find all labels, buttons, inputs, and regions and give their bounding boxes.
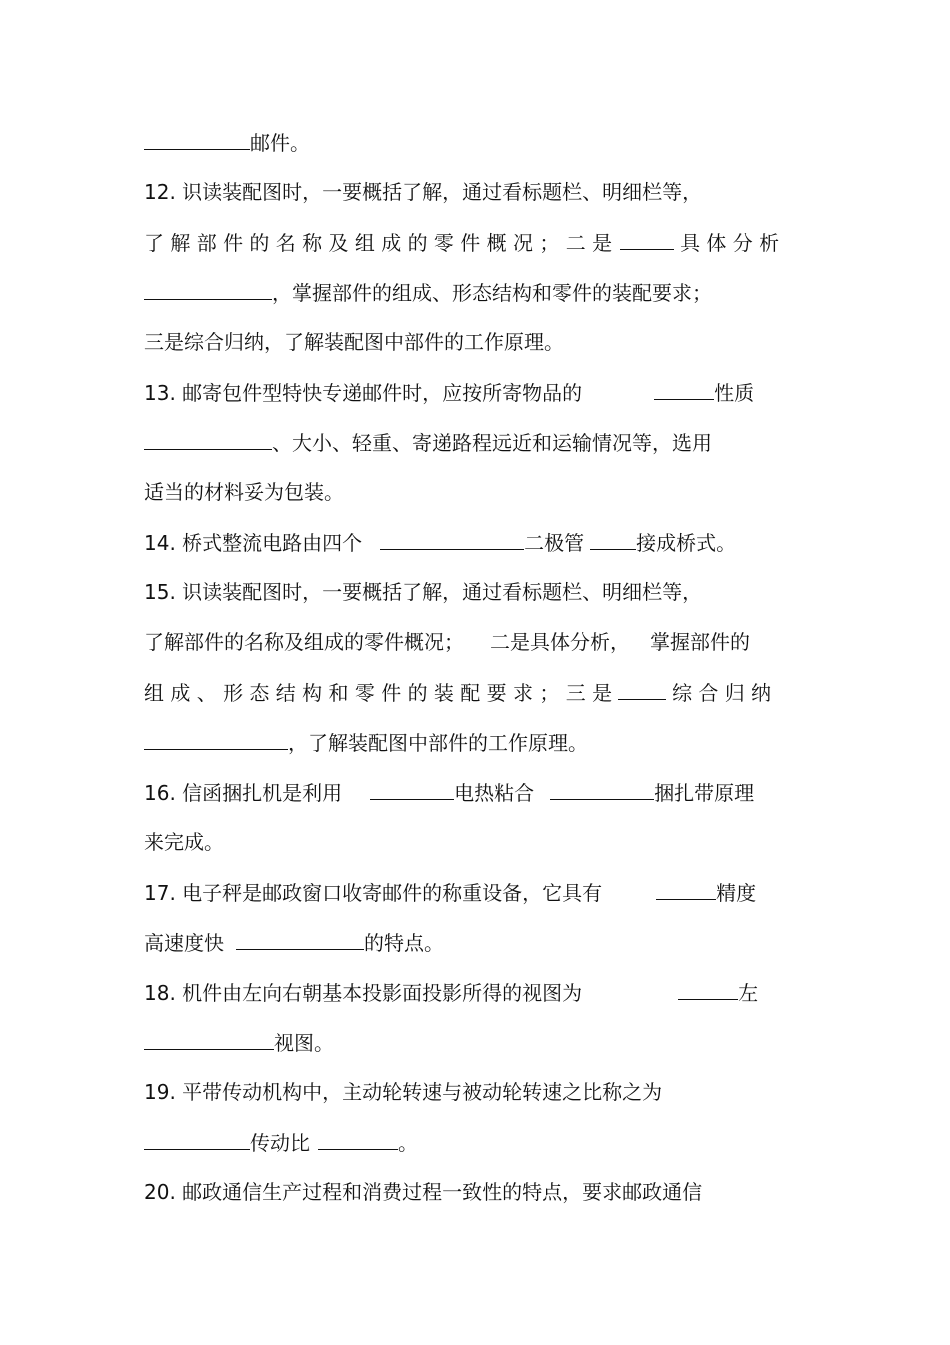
line-text: 适当的材料妥为包装。 [144, 480, 344, 504]
question-16-line-1 [144, 780, 754, 804]
line-text: ，掌握部件的组成、形态结构和零件的装配要求； [272, 281, 712, 305]
fill-blank [144, 280, 272, 300]
fill-blank [144, 430, 272, 450]
line-text: 的特点。 [364, 931, 444, 955]
question-15-line-1 [144, 580, 702, 604]
line-text: 性质 [714, 381, 755, 405]
line-text: 18. 机件由左向右朝基本投影面投影所得的视图为 [144, 981, 583, 1005]
question-19-line-2 [144, 1130, 418, 1154]
line-text: 14. 桥式整流电路由四个 [144, 531, 363, 555]
fill-blank [236, 930, 364, 950]
fill-blank [656, 880, 716, 900]
line-text: 了 解 部 件 的 名 称 及 组 成 的 零 件 概 况 ； 二 是 [144, 231, 613, 255]
question-17-line-2 [144, 930, 444, 954]
question-18-line-1 [144, 980, 758, 1004]
line-text: 二极管 [524, 531, 585, 555]
line-text: 、大小、轻重、寄递路程远近和运输情况等，选用 [272, 431, 712, 455]
line-text: 捆扎带原理 [654, 781, 755, 805]
line-text: 视图。 [274, 1031, 334, 1055]
line-text: 掌握部件的 [650, 630, 750, 654]
line-text: 20. 邮政通信生产过程和消费过程一致性的特点，要求邮政通信 [144, 1180, 703, 1204]
line-text: 了解部件的名称及组成的零件概况； [144, 630, 464, 654]
line-text: 综 合 归 纳 [672, 681, 772, 705]
line-text: 高速度快 [144, 931, 224, 955]
question-16-line-2 [144, 830, 224, 854]
question-13-line-3 [144, 480, 344, 504]
fill-blank [144, 1130, 250, 1150]
question-17-line-1 [144, 880, 756, 904]
fill-blank [144, 1030, 274, 1050]
question-12-line-4 [144, 330, 564, 354]
text-line [144, 130, 310, 154]
line-text: 具 体 分 析 [680, 231, 780, 255]
line-text: 邮件。 [250, 131, 310, 155]
question-20-line-1 [144, 1180, 702, 1204]
fill-blank [654, 380, 714, 400]
line-text: 二是具体分析， [490, 630, 630, 654]
question-12-line-1 [144, 180, 702, 204]
line-text: 13. 邮寄包件型特快专递邮件时，应按所寄物品的 [144, 381, 583, 405]
fill-blank [620, 230, 674, 250]
question-15-line-3 [144, 680, 771, 704]
question-18-line-2 [144, 1030, 334, 1054]
line-text: 传动比 [250, 1131, 310, 1155]
line-text: 来完成。 [144, 830, 224, 854]
line-text: 15. 识读装配图时，一要概括了解，通过看标题栏、明细栏等， [144, 580, 703, 604]
line-text: 精度 [716, 881, 757, 905]
question-14-line-1 [144, 530, 736, 554]
fill-blank [144, 130, 250, 150]
question-12-line-3 [144, 280, 712, 304]
fill-blank [678, 980, 738, 1000]
question-13-line-1 [144, 380, 754, 404]
fill-blank [590, 530, 636, 550]
line-text: ，了解装配图中部件的工作原理。 [288, 731, 588, 755]
fill-blank [618, 680, 666, 700]
line-text: 电热粘合 [454, 781, 535, 805]
question-15-line-4 [144, 730, 588, 754]
question-12-line-2 [144, 230, 779, 254]
question-15-line-2 [144, 630, 750, 654]
fill-blank [380, 530, 524, 550]
fill-blank [318, 1130, 398, 1150]
question-19-line-1 [144, 1080, 662, 1104]
fill-blank [550, 780, 654, 800]
fill-blank [370, 780, 454, 800]
line-text: 接成桥式。 [636, 531, 737, 555]
question-13-line-2 [144, 430, 712, 454]
line-text: 组 成 、 形 态 结 构 和 零 件 的 装 配 要 求 ； 三 是 [144, 681, 613, 705]
line-text: 19. 平带传动机构中，主动轮转速与被动轮转速之比称之为 [144, 1080, 663, 1104]
line-text: 左 [738, 981, 759, 1005]
line-text: 12. 识读装配图时，一要概括了解，通过看标题栏、明细栏等， [144, 180, 703, 204]
fill-blank [144, 730, 288, 750]
line-text: 。 [398, 1131, 418, 1155]
line-text: 17. 电子秤是邮政窗口收寄邮件的称重设备，它具有 [144, 881, 603, 905]
line-text: 三是综合归纳，了解装配图中部件的工作原理。 [144, 330, 564, 354]
line-text: 16. 信函捆扎机是利用 [144, 781, 343, 805]
